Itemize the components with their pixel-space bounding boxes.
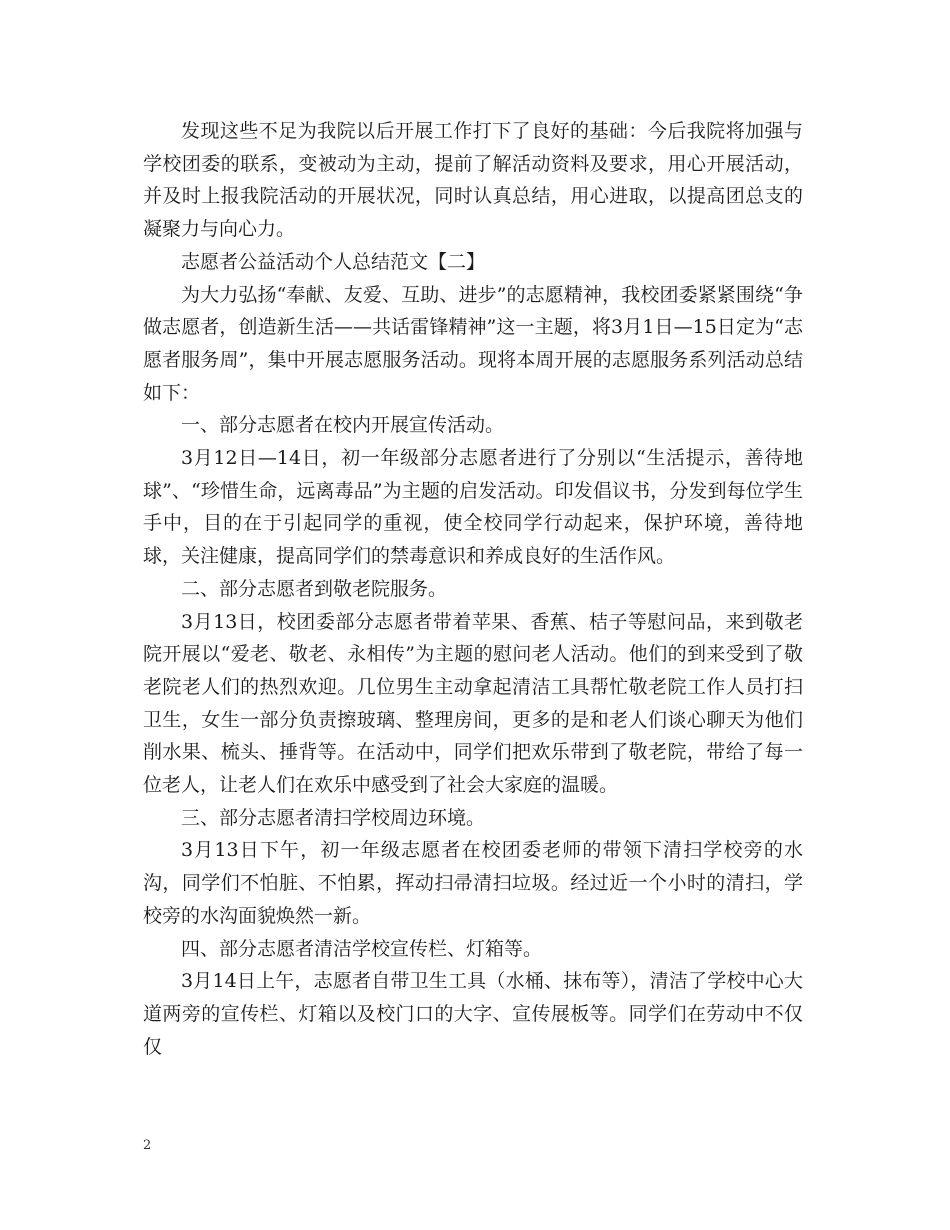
paragraph-4: 3月13日下午，初一年级志愿者在校团委老师的带领下清扫学校旁的水沟，同学们不怕脏、不怕累，挥动扫帚清扫垃圾。经过近一个小时的清扫，学校旁的水沟面貌焕然一新。 <box>143 839 803 927</box>
paragraph-intro: 为大力弘扬“奉献、友爱、互助、进步”的志愿精神，我校团委紧紧围绕“争做志愿者，创造新生活——共话雷锋精神”这一主题，将3月1日—15日定为“志愿者服务周”，集中开展志愿服务活动。现将本周开展的志愿服务系列活动总结如下： <box>143 283 803 404</box>
subheading-1: 一、部分志愿者在校内开展宣传活动。 <box>181 414 505 437</box>
section-heading: 志愿者公益活动个人总结范文【二】 <box>181 250 486 273</box>
document-body <box>143 115 803 1063</box>
page-number: 2 <box>143 1138 152 1153</box>
subheading-3: 三、部分志愿者清扫学校周边环境。 <box>181 806 486 829</box>
paragraph-1: 发现这些不足为我院以后开展工作打下了良好的基础：今后我院将加强与学校团委的联系，变被动为主动，提前了解活动资料及要求，用心开展活动，并及时上报我院活动的开展状况，同时认真总结，用心进取，以提高团总支的凝聚力与向心力。 <box>143 120 803 241</box>
paragraph-5: 3月14日上午，志愿者自带卫生工具（水桶、抹布等），清洁了学校中心大道两旁的宣传栏、灯箱以及校门口的大字、宣传展板等。同学们在劳动中不仅仅 <box>143 970 803 1058</box>
subheading-2: 二、部分志愿者到敬老院服务。 <box>181 577 448 600</box>
paragraph-3: 3月13日，校团委部分志愿者带着苹果、香蕉、桔子等慰问品，来到敬老院开展以“爱老、敬老、永相传”为主题的慰问老人活动。他们的到来受到了敬老院老人们的热烈欢迎。几位男生主动拿起清洁工具帮忙敬老院工作人员打扫卫生，女生一部分负责擦玻璃、整理房间，更多的是和老人们谈心聊天为他们削水果、梳头、捶背等。在活动中，同学们把欢乐带到了敬老院，带给了每一位老人，让老人们在欢乐中感受到了社会大家庭的温暖。 <box>143 610 803 797</box>
paragraph-2: 3月12日—14日，初一年级部分志愿者进行了分别以“生活提示，善待地球”、“珍惜生命，远离毒品”为主题的启发活动。印发倡议书，分发到每位学生手中，目的在于引起同学的重视，使全校同学行动起来，保护环境，善待地球，关注健康，提高同学们的禁毒意识和养成良好的生活作风。 <box>143 447 803 568</box>
subheading-4: 四、部分志愿者清洁学校宣传栏、灯箱等。 <box>181 937 543 960</box>
